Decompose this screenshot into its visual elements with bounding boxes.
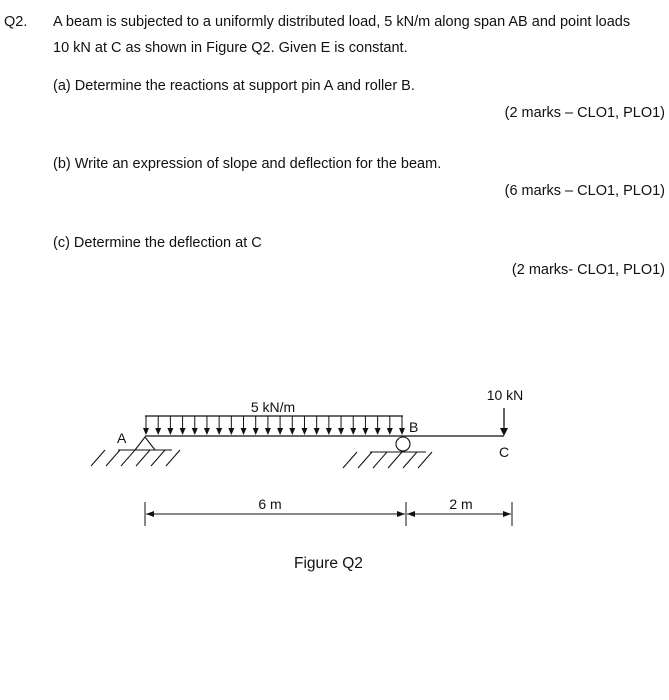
udl-arrow-head: [399, 428, 405, 435]
udl-arrow-head: [143, 428, 149, 435]
hatch-stroke: [388, 452, 402, 468]
question-text-line-1: A beam is subjected to a uniformly distributed load, 5 kN/m along span AB and point loads: [53, 14, 631, 30]
udl-label: 5 kN/m: [250, 399, 296, 415]
part-c-text: (c) Determine the deflection at C: [53, 235, 262, 251]
hatch-stroke: [418, 452, 432, 468]
udl-arrow-head: [350, 428, 356, 435]
hatch-stroke: [373, 452, 387, 468]
udl-arrow-head: [155, 428, 161, 435]
udl-arrow-head: [228, 428, 234, 435]
part-a-marks: (2 marks – CLO1, PLO1): [504, 105, 665, 121]
hatch-stroke: [121, 450, 135, 466]
dim-arrow-bc-right: [503, 511, 511, 517]
hatch-stroke: [91, 450, 105, 466]
figure-caption: Figure Q2: [294, 555, 363, 572]
udl-arrow-head: [180, 428, 186, 435]
udl-arrow-head: [314, 428, 320, 435]
udl-arrow-head: [277, 428, 283, 435]
udl-arrow-head: [362, 428, 368, 435]
udl-arrow-head: [167, 428, 173, 435]
udl-arrow-head: [253, 428, 259, 435]
udl-arrows: [143, 416, 405, 435]
dim-arrow-ab-left: [146, 511, 154, 517]
udl-arrow-head: [375, 428, 381, 435]
hatch-stroke: [166, 450, 180, 466]
dim-arrow-ab-right: [397, 511, 405, 517]
pin-support-a: [135, 437, 155, 450]
question-text-line-2: 10 kN at C as shown in Figure Q2. Given E is constant.: [53, 40, 408, 56]
part-b-marks: (6 marks – CLO1, PLO1): [504, 183, 665, 199]
hatch-stroke: [151, 450, 165, 466]
point-load-arrow-head: [500, 428, 508, 436]
ground-hatch-b: [343, 452, 432, 468]
hatch-stroke: [358, 452, 372, 468]
udl-arrow-head: [192, 428, 198, 435]
udl-arrow-head: [326, 428, 332, 435]
part-b-text: (b) Write an expression of slope and deflection for the beam.: [53, 156, 442, 172]
hatch-stroke: [106, 450, 120, 466]
dim-arrow-bc-left: [407, 511, 415, 517]
udl-arrow-head: [338, 428, 344, 435]
label-b: B: [409, 419, 419, 435]
hatch-stroke: [136, 450, 150, 466]
udl-arrow-head: [301, 428, 307, 435]
part-a-text: (a) Determine the reactions at support pin A and roller B.: [53, 78, 415, 94]
udl-arrow-head: [387, 428, 393, 435]
udl-arrow-head: [289, 428, 295, 435]
dim-label-bc: 2 m: [449, 496, 473, 512]
point-load-label: 10 kN: [486, 387, 524, 403]
label-a: A: [117, 430, 127, 446]
hatch-stroke: [343, 452, 357, 468]
udl-arrow-head: [204, 428, 210, 435]
udl-arrow-head: [265, 428, 271, 435]
part-c-marks: (2 marks- CLO1, PLO1): [511, 262, 665, 278]
ground-hatch-a: [91, 450, 180, 466]
hatch-stroke: [403, 452, 417, 468]
roller-support-b: [396, 437, 410, 451]
question-number: Q2.: [4, 14, 28, 30]
udl-arrow-head: [241, 428, 247, 435]
dim-label-ab: 6 m: [258, 496, 282, 512]
udl-arrow-head: [216, 428, 222, 435]
label-c: C: [498, 444, 510, 460]
